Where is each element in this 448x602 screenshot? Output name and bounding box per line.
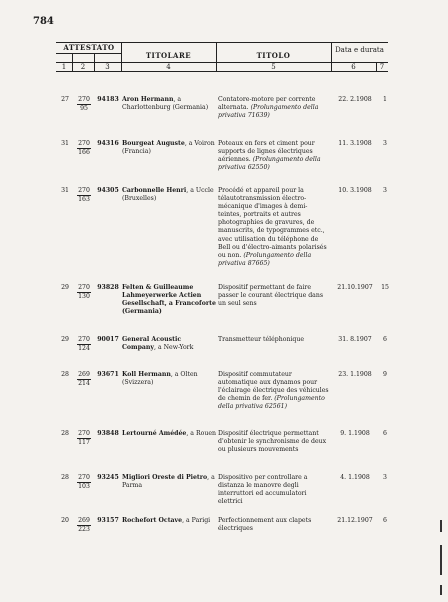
fraction-numerator: 270 (78, 284, 90, 291)
row-date: 21.10.1907 (337, 284, 373, 291)
row-holder (122, 336, 216, 352)
holder-name: Bourgeat Auguste (122, 140, 185, 147)
fraction-denominator: 95 (80, 105, 88, 112)
row-attestato-number: 93671 (97, 371, 119, 378)
holder-location: , a Voiron (Francia) (122, 140, 215, 156)
holder-name: Migliori Oreste di Pietro (122, 474, 208, 481)
holder-name: Lertourné Amédée (122, 430, 187, 437)
row-fraction (74, 430, 94, 447)
col-number-2: 2 (80, 63, 86, 71)
holder-name: Aron Hermann (122, 96, 174, 103)
row-date: 21.12.1907 (337, 517, 373, 524)
row-col1: 31 (61, 187, 69, 194)
row-holder (122, 517, 216, 525)
fraction-numerator: 270 (78, 140, 90, 147)
title-text: Dispositivo per controllare a distanza le manovre degli interruttori ed accumulatori elettrici (218, 474, 308, 506)
row-fraction (74, 140, 94, 157)
col-number-5: 5 (271, 63, 276, 71)
attestato-underline (56, 53, 122, 54)
row-title (218, 474, 330, 506)
row-col1: 28 (61, 371, 69, 378)
row-date: 31. 8.1907 (338, 336, 372, 343)
row-title (218, 430, 330, 454)
title-text: Dispositif commutateur automatique aux dynamos pour l'éclairage électrique des véhicules de chemin de fer. (218, 371, 329, 403)
holder-name: Felten & Guilleaume Lahmeyerwerke Actien Gesellschaft (122, 284, 202, 308)
row-attestato-number: 93157 (97, 517, 119, 524)
row-title (218, 187, 330, 268)
holder-location: , a Olten (Svizzera) (122, 371, 198, 387)
fraction-denominator: 103 (78, 483, 90, 490)
row-duration: 3 (383, 140, 387, 147)
row-holder (122, 430, 216, 438)
row-attestato-number: 94183 (97, 96, 119, 103)
header-titolare: TITOLARE (145, 51, 192, 60)
title-text: Dispositif électrique permettant d'obtenir le synchronisme de deux ou plusieurs mouvements (218, 430, 327, 454)
header-bottom-rule (56, 71, 388, 72)
row-attestato-number: 94305 (97, 187, 119, 194)
header-attestato: ATTESTATO (63, 43, 115, 52)
fraction-denominator: 117 (78, 439, 90, 446)
row-title (218, 336, 330, 344)
row-col1: 20 (61, 517, 69, 524)
row-duration: 6 (383, 517, 387, 524)
holder-location: , a Charlottenburg (Germania) (122, 96, 209, 112)
header-titolo: TITOLO (256, 51, 291, 60)
row-attestato-number: 93245 (97, 474, 119, 481)
col-number-4: 4 (166, 63, 171, 71)
row-holder (122, 96, 216, 112)
row-col1: 31 (61, 140, 69, 147)
title-note: (Prolungamento della privativa 62561) (218, 395, 325, 411)
row-fraction (74, 187, 94, 204)
row-fraction (74, 96, 94, 113)
title-note: (Prolungamento della privativa 87665) (218, 251, 312, 267)
row-holder (122, 284, 216, 316)
row-fraction (74, 336, 94, 353)
row-attestato-number: 90017 (97, 336, 119, 343)
row-date: 22. 2.1908 (338, 96, 372, 103)
row-holder (122, 187, 216, 203)
holder-location: , a Parigi (182, 517, 211, 524)
holder-name: Rochefort Octave (122, 517, 183, 524)
fraction-denominator: 223 (78, 526, 90, 533)
fraction-denominator: 124 (78, 345, 90, 352)
row-fraction (74, 474, 94, 491)
holder-location: , a Francoforte (Germania) (122, 300, 216, 316)
row-col1: 28 (61, 474, 69, 481)
row-duration: 6 (383, 430, 387, 437)
row-attestato-number: 93848 (97, 430, 119, 437)
col-number-1: 1 (61, 63, 67, 71)
fraction-denominator: 130 (78, 293, 90, 300)
title-text: Transmetteur téléphonique (218, 336, 305, 343)
col-number-3: 3 (105, 63, 110, 71)
fraction-denominator: 166 (78, 149, 90, 156)
title-text: Procédé et appareil pour la télautotransmission électro-mécanique d'images à demi-teintes, portraits et autres photographies de gravures, de manuscrits, de typogrammes etc., avec utilisation du téléphone de Bell ou d'électro-aimants polarisés ou non. (218, 187, 327, 259)
fraction-denominator: 214 (78, 380, 90, 387)
fraction-numerator: 269 (78, 517, 90, 524)
row-title (218, 371, 330, 411)
row-date: 10. 3.1908 (338, 187, 372, 194)
fraction-numerator: 270 (78, 430, 90, 437)
row-date: 23. 1.1908 (338, 371, 372, 378)
row-title (218, 96, 330, 120)
title-note: (Prolungamento della privativa 71639) (218, 104, 319, 120)
row-title (218, 517, 330, 533)
holder-location: , a Uccle (Bruxelles) (122, 187, 214, 203)
title-text: Dispositif permettant de faire passer le courant électrique dans un seul sens (218, 284, 324, 308)
row-col1: 29 (61, 336, 69, 343)
holder-location: , a New-York (154, 344, 194, 352)
header-data-durata: Data e durata (335, 46, 384, 54)
title-text: Contatore-motore per corrente alternata. (218, 96, 316, 112)
row-holder (122, 474, 216, 490)
fraction-numerator: 269 (78, 371, 90, 378)
row-duration: 1 (383, 96, 387, 103)
holder-name: Carbonnelle Henri (122, 187, 187, 194)
row-col1: 28 (61, 430, 69, 437)
scan-mark (440, 520, 442, 532)
row-date: 11. 3.1908 (338, 140, 372, 147)
scan-mark (440, 585, 442, 595)
row-duration: 3 (383, 474, 387, 481)
row-attestato-number: 93828 (97, 284, 119, 291)
row-attestato-number: 94316 (97, 140, 119, 147)
row-holder (122, 371, 216, 387)
row-duration: 15 (381, 284, 389, 291)
row-date: 4. 1.1908 (340, 474, 370, 481)
row-fraction (74, 284, 94, 301)
row-duration: 9 (383, 371, 387, 378)
title-text: Poteaux en fers et ciment pour supports de lignes électriques aériennes. (218, 140, 315, 164)
row-title (218, 140, 330, 172)
scan-mark (440, 545, 442, 575)
fraction-numerator: 270 (78, 187, 90, 194)
title-note: (Prolungamento della privativa 62550) (218, 156, 321, 172)
fraction-numerator: 270 (78, 474, 90, 481)
fraction-numerator: 270 (78, 336, 90, 343)
row-col1: 29 (61, 284, 69, 291)
holder-location: , a Rouen (186, 430, 216, 437)
row-col1: 27 (61, 96, 69, 103)
page-number: 784 (33, 16, 54, 27)
row-title (218, 284, 330, 308)
row-fraction (74, 517, 94, 534)
holder-location: , a Parma (122, 474, 215, 490)
fraction-numerator: 270 (78, 96, 90, 103)
title-text: Perfectionnement aux clapets électriques (218, 517, 312, 533)
holder-name: Koll Hermann (122, 371, 171, 378)
row-duration: 3 (383, 187, 387, 194)
row-fraction (74, 371, 94, 388)
fraction-denominator: 163 (78, 196, 90, 203)
row-date: 9. 1.1908 (340, 430, 370, 437)
col-number-6: 6 (351, 63, 356, 71)
col-number-7: 7 (379, 63, 385, 71)
row-duration: 6 (383, 336, 387, 343)
holder-name: General Acoustic Company (122, 336, 182, 352)
row-holder (122, 140, 216, 156)
